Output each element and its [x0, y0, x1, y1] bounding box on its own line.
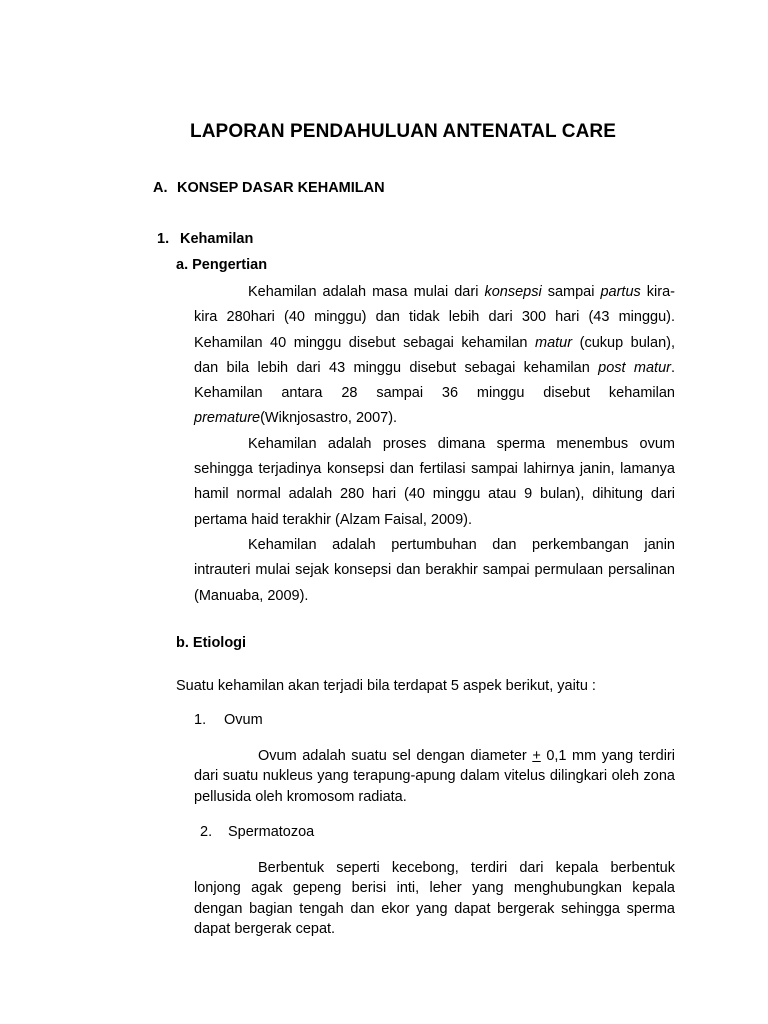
ovum-text-b: 0,1 mm yang terdiri dari suatu nukleus yang terapung-apung dalam vitelus dilingkari oleh zona pellusida oleh kromosom radiata.	[194, 748, 675, 805]
etiologi-item-spermatozoa	[200, 824, 314, 840]
ovum-paragraph	[194, 746, 675, 807]
p1-term-post-matur: post matur	[598, 359, 671, 376]
section-a-heading	[153, 180, 385, 196]
p1-text-a: Kehamilan adalah masa mulai dari	[248, 284, 485, 300]
pengertian-body	[194, 280, 675, 609]
spermatozoa-paragraph: Berbentuk seperti kecebong, terdiri dari kepala berbentuk lonjong agak gepeng berisi inti, leher yang menghubungkan kepala dengan bagian tengah dan ekor yang dapat bergerak sehingga sperma dapat bergerak cepat.	[194, 860, 675, 937]
p1-term-partus: partus	[600, 284, 641, 300]
p1-text-b: sampai	[541, 284, 601, 300]
item-2-label: Spermatozoa	[228, 824, 315, 840]
section-a-text: KONSEP DASAR KEHAMILAN	[177, 180, 385, 196]
subsection-b-heading: b. Etiologi	[176, 635, 247, 651]
pengertian-paragraph-1	[194, 280, 675, 432]
item-1-number: 1.	[194, 712, 207, 728]
plus-minus-symbol: +	[532, 748, 541, 764]
section-a-letter: A.	[153, 180, 168, 196]
pengertian-paragraph-2: Kehamilan adalah proses dimana sperma menembus ovum sehingga terjadinya konsepsi dan fertilasi sampai lahirnya janin, lamanya hamil normal adalah 280 hari (40 minggu atau 9 bulan), dihitung dari pertama haid terakhir (Alzam Faisal, 2009).	[194, 435, 675, 528]
document-title: LAPORAN PENDAHULUAN ANTENATAL CARE	[190, 121, 616, 142]
etiologi-intro: Suatu kehamilan akan terjadi bila terdapat 5 aspek berikut, yaitu :	[176, 678, 596, 694]
p1-term-premature: premature	[194, 410, 261, 427]
pengertian-paragraph-3: Kehamilan adalah pertumbuhan dan perkembangan janin intrauteri mulai sejak konsepsi dan berakhir sampai permulaan persalinan (Manuaba, 2009).	[194, 536, 675, 604]
ovum-text-a: Ovum adalah suatu sel dengan diameter	[258, 748, 533, 764]
item-2-number: 2.	[200, 824, 213, 840]
subsection-a-heading: a. Pengertian	[176, 257, 268, 273]
p1-text-e: . Kehamilan antara 28 sampai 36 minggu disebut kehamilan	[194, 359, 676, 402]
p1-text-f: (Wiknjosastro, 2007).	[260, 410, 398, 427]
etiologi-item-ovum	[194, 712, 263, 728]
p1-term-matur: matur	[535, 334, 573, 351]
p1-term-konsepsi: konsepsi	[484, 284, 542, 300]
item-1-label: Ovum	[224, 712, 263, 728]
p1-text-c: kira-kira 280hari (40 minggu) dan tidak lebih dari 300 hari (43 minggu). Kehamilan 40 minggu disebut sebagai kehamilan	[194, 284, 675, 351]
p1-text-d: (cukup bulan), dan bila lebih dari 43 minggu disebut sebagai kehamilan	[194, 334, 676, 376]
subsection-1-heading	[157, 231, 253, 247]
subsection-1-text: Kehamilan	[180, 231, 254, 247]
subsection-1-number: 1.	[157, 231, 170, 247]
